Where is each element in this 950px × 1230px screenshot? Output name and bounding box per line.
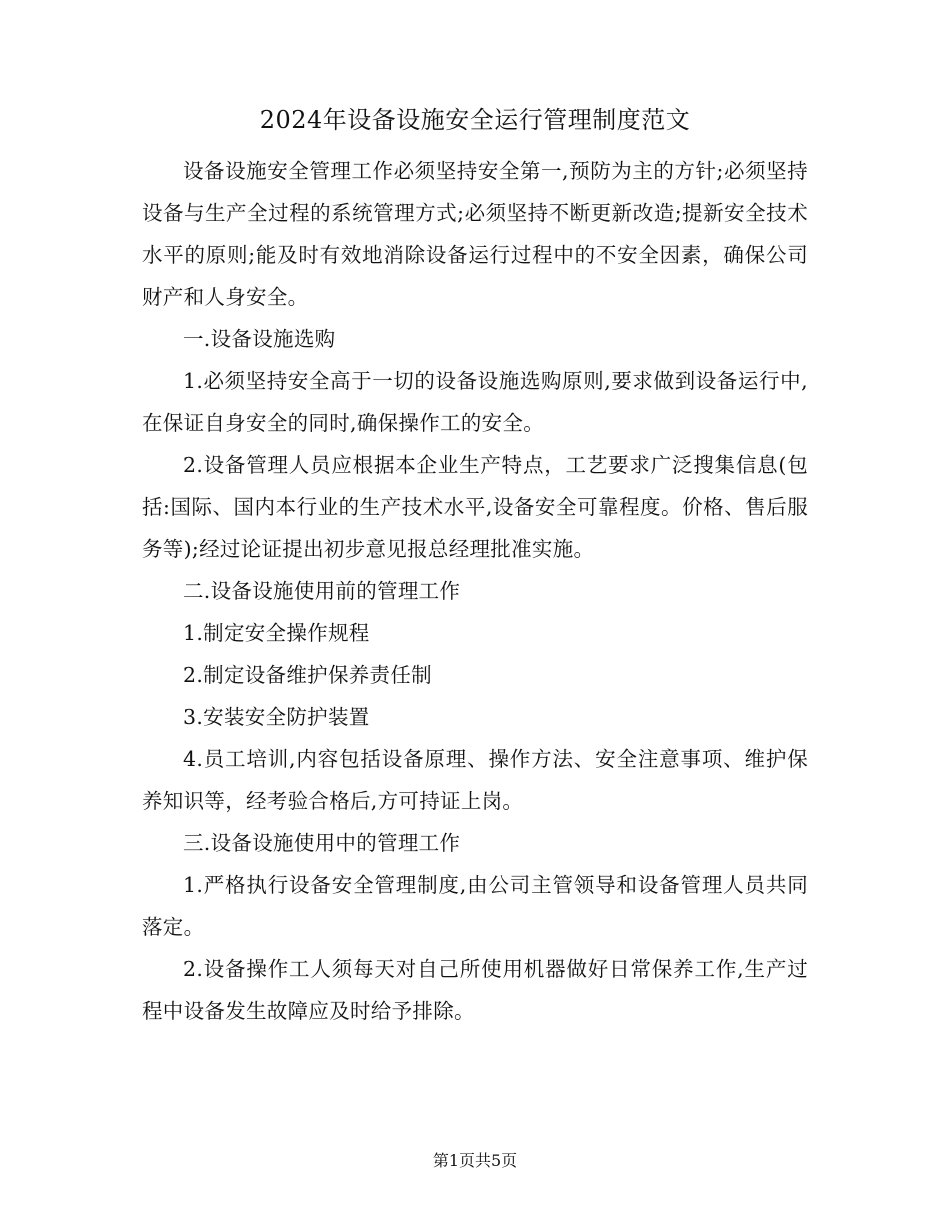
paragraph-2-1: 1.制定安全操作规程: [183, 621, 370, 645]
paragraph-2-3: 3.安装安全防护装置: [183, 705, 370, 729]
paragraph-2-2: 2.制定设备维护保养责任制: [183, 663, 432, 687]
paragraph-3-2: 2.设备操作工人须每天对自己所使用机器做好日常保养工作,生产过程中设备发生故障应及时给予排除。: [142, 957, 808, 1023]
section-heading-2: 二.设备设施使用前的管理工作: [183, 579, 461, 603]
section-heading-1: 一.设备设施选购: [183, 327, 336, 351]
paragraph-1-1: 1.必须坚持安全高于一切的设备设施选购原则,要求做到设备运行中,在保证自身安全的同时,确保操作工的安全。: [142, 369, 808, 435]
intro-paragraph: 设备设施安全管理工作必须坚持安全第一,预防为主的方针;必须坚持设备与生产全过程的系统管理方式;必须坚持不断更新改造;提新安全技术水平的原则;能及时有效地消除设备运行过程中的不安全因素，确保公司财产和人身安全。: [142, 159, 808, 309]
paragraph-2-4: 4.员工培训,内容包括设备原理、操作方法、安全注意事项、维护保养知识等，经考验合格后,方可持证上岗。: [142, 747, 808, 813]
paragraph-3-1: 1.严格执行设备安全管理制度,由公司主管领导和设备管理人员共同落定。: [142, 873, 808, 939]
page-footer: 第1页共5页: [432, 1151, 518, 1170]
document-title: 2024年设备设施安全运行管理制度范文: [259, 106, 691, 134]
paragraph-1-2: 2.设备管理人员应根据本企业生产特点，工艺要求广泛搜集信息(包括:国际、国内本行业的生产技术水平,设备安全可靠程度。价格、售后服务等);经过论证提出初步意见报总经理批准实施。: [142, 453, 808, 561]
document-body: [142, 150, 808, 1032]
section-heading-3: 三.设备设施使用中的管理工作: [183, 831, 461, 855]
